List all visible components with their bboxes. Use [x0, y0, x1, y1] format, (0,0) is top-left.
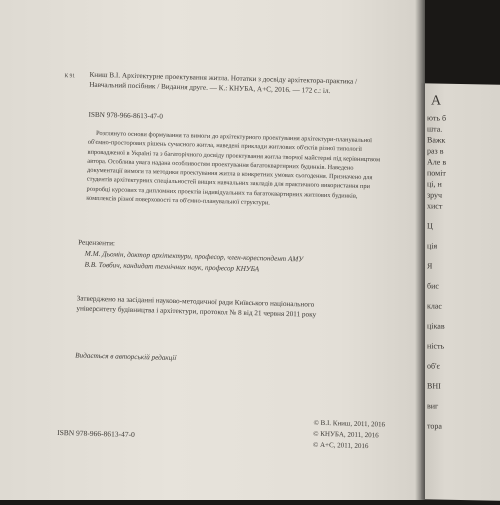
isbn-top: ISBN 978-966-8613-47-0 [88, 110, 164, 121]
text-fragment: Я [427, 261, 433, 271]
text-fragment: ють б [427, 113, 447, 123]
reviewer-1: М.М. Дьомін, доктор архітектури, професор, член-кореспондент АМУ [84, 249, 304, 264]
text-fragment: поміт [427, 168, 446, 178]
text-fragment: цікав [427, 321, 445, 331]
text-fragment: шта. [427, 124, 443, 134]
isbn-bottom: ISBN 978-966-8613-47-0 [57, 427, 135, 440]
copyright-line: © КНУБА, 2011, 2016 [313, 429, 379, 440]
edition-note: Видається в авторській редакції [75, 351, 177, 363]
bibliographic-entry: Книш В.І. Архітектурне проектування житла. Нотатки з досвіду архітектора-практика / Навчальний посібник / Видання друге. — К.: КНУБА, А+С, 2016. — 172 с.: іл. [89, 70, 358, 95]
copyright-line: © А+С, 2011, 2016 [312, 440, 369, 451]
book-gutter-shadow [415, 0, 425, 500]
text-fragment: ці, н [427, 179, 442, 189]
text-fragment: об'є [427, 361, 440, 371]
annotation-paragraph: Розглянуто основи формування та вимоги до архітектурного проектування архітектури-планувальної об'ємно-просторових рішень сучасного житла, наведені приклади житлових об'єктів різної типології впровадженої в Україні та з багаторічного досвіду проектування житла творчої майстерні під керівництвом автора. Особлива увага надана особливостям проектування багатоквартирних будинків. Наведено документації вимоги та методики проектування житла в конкретних умовах сьогодення. Призначено для студентів архітектурних спеціальностей вищих навчальних закладів для практичного використання при розробці курсових та дипломних проектів індивідуальних та багатоквартирних житлових будинків, комплексів різної поверховості та об'ємно-планувальної структури. [86, 129, 381, 207]
text-fragment: клас [427, 301, 442, 311]
chapter-initial: А [431, 93, 442, 109]
text-fragment: ція [427, 241, 438, 251]
text-fragment: хист [427, 201, 443, 211]
approval-note: Затверджено на засіданні науково-методичної ради Київського національного університету будівництва і архітектури, протокол № 8 від 21 червня 2011 року [76, 294, 317, 319]
text-fragment: ВНІ [427, 381, 441, 391]
text-fragment: виг [427, 401, 439, 411]
text-fragment: бис [427, 281, 439, 291]
text-fragment: ність [427, 341, 445, 351]
text-fragment: тора [427, 421, 442, 431]
right-page [421, 83, 500, 500]
text-fragment: Важк [427, 135, 446, 145]
copyright-line: © В.І. Книш, 2011, 2016 [313, 418, 386, 429]
text-fragment: Але в [427, 157, 447, 167]
text-fragment: Ц [427, 221, 433, 231]
text-fragment: раз в [427, 146, 444, 156]
text-fragment: зруч [427, 190, 443, 200]
library-code: К 91 [64, 73, 76, 80]
reviewers-heading: Рецензенти: [78, 238, 116, 248]
reviewer-2: В.В. Товбич, кандидат технічних наук, професор КНУБА [84, 260, 260, 274]
